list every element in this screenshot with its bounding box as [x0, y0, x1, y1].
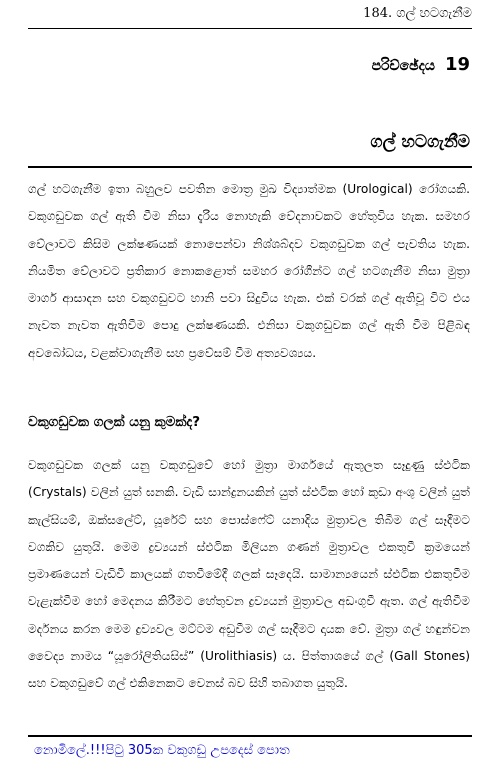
running-head: 184. ගල් හටගැනීම	[363, 6, 472, 21]
chapter-number: 19	[444, 54, 470, 75]
chapter-label: පරිච්ඡේදය	[371, 58, 435, 74]
section-subheading: වකුගඩුවක ගලක් යනු කුමක්ද?	[28, 414, 201, 430]
footer-rule	[28, 735, 472, 737]
chapter-title: ගල් හටගැනීම	[370, 132, 470, 152]
body-paragraph: වකුගඩුවක ගලක් යනු වකුගඩුවේ හෝ මුත්‍රා මාර්ගයේ ඇතුලත සෑදුණු ස්ඵටික (Crystals) වලින් යුත් ඝනකි. වැඩි සාන්ද්‍රනයකින් යුත් ස්ඵටික හෝ කුඩා අංශු වලින් යුත් කැල්සියම්, ඔක්සලේට්, යූරේට් සහ පොස්ෆේට් යනාදිය මුත්‍රාවල තිබීම ගල් සෑදීමට වගකිව යුතුයි. මෙම ද්‍රව්‍යයන් ස්ඵටික මිලියන ගණන් මුත්‍රාවල එකතුවී ක්‍රමයෙන් ප්‍රමාණයෙන් වැඩිවී කාලයක් ගතවීමේදී ගලක් සෑදෙයි. සාමාන්‍යයෙන් ස්ඵටික එකතුවීම වැළැක්වීම හෝ මෙදනය කිරීමට හේතුවන ද්‍රව්‍යයන් මුත්‍රාවල අඩංගුවී ඇත. ගල් ඇතිවීම මර්දනය කරන මෙම ද්‍රව්‍යවල මට්ටම අඩුවීම ගල් සෑදීමට දායක වේ. මුත්‍රා ගල් හඳුන්වන වෛද්‍ය නාමය “යූරෝලිතියසිස්” (Urolithiasis) ය. පිත්තාශයේ ගල් (Gall Stones) සහ වකුගඩුවේ ගල් එකිනෙකට වෙනස් බව සිහි තබාගත යුතුයි.	[28, 458, 470, 691]
chapter-heading	[372, 54, 470, 75]
intro-paragraph: ගල් හටගැනීම ඉතා බහුලව පවතින මොත්‍ර මුඛ විද්‍යාත්මක (Urological) රෝගයකි. වකුගඩුවක ගල් ඇති වීම නිසා දැරිය නොහැකි වේදනාවකට හේතුවිය හැක. සමහර වේලාවට කිසිම ලක්ෂණයක් නොපෙන්වා නිශ්ශබ්දව වකුගඩුවක ගල් පැවතිය හැක. නියමිත වේලාවට ප්‍රතිකාර නොකළොත් සමහර රෝගීන්ට ගල් හටගැනීම නිසා මුත්‍රා මාර්ග ආසාදන සහ වකුගඩුවට හානි පවා සිදුවිය හැක. එක් වරක් ගල් ඇතිවූ විට එය නැවත නැවත ඇතිවීම පොදු ලක්ෂණයකි. එනිසා වකුගඩුවක ගල් ඇති වීම පිළිබඳ අවබෝධය, වළක්වාගැනීම සහ ප්‍රවේසම් වීම අත්‍යවශ්‍යය.	[28, 182, 470, 360]
header-rule	[28, 28, 472, 29]
footer-text: නොමිලේ.!!!පිටු 305ක වකුගඩු උපදෙස් පොත	[34, 743, 290, 758]
title-rule	[28, 166, 472, 168]
